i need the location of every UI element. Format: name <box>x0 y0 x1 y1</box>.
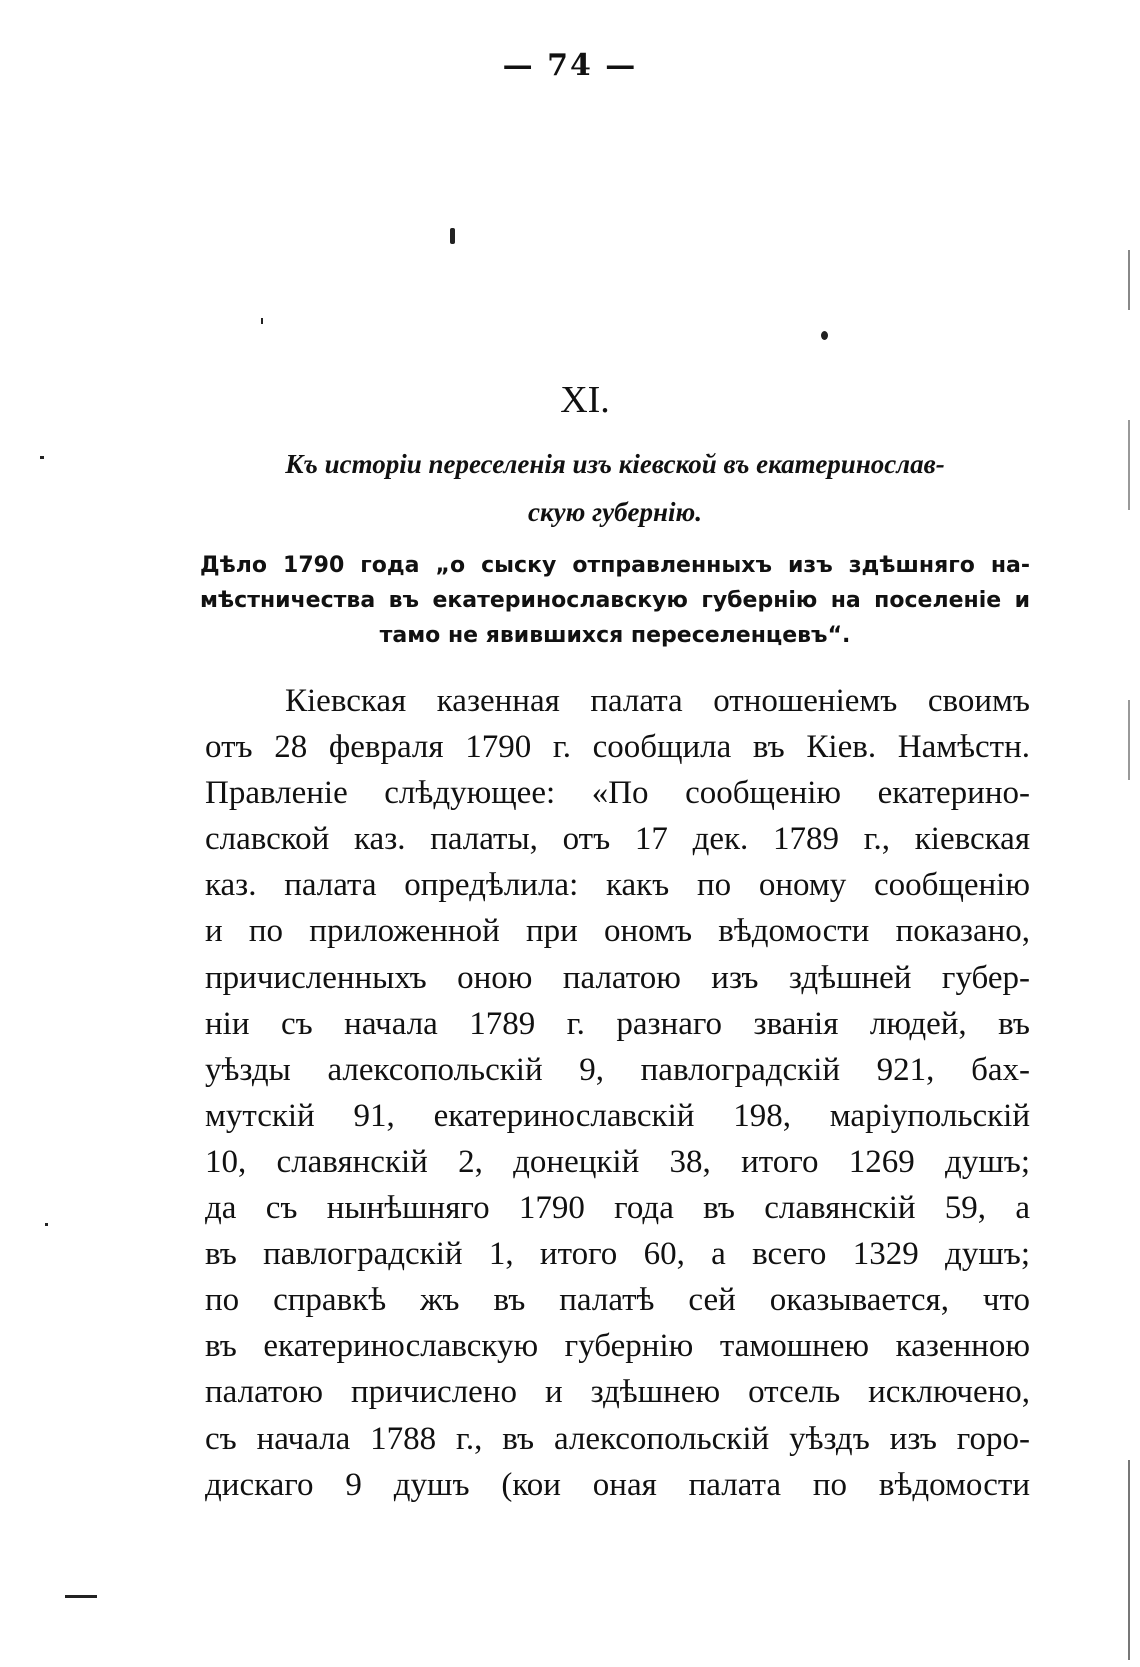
body-line: уѣзды алексопольскій 9, павлоградскій 921, бах- <box>205 1051 1030 1088</box>
body-line: по справкѣ жъ въ палатѣ сей оказывается, что <box>205 1282 1030 1319</box>
section-number: XI. <box>560 379 610 421</box>
chapter-title-line: скую губернію. <box>528 497 702 527</box>
body-line: Правленіе слѣдующее: «По сообщенію екатерино- <box>205 775 1030 812</box>
scan-speck <box>450 228 455 244</box>
chapter-subtitle-line: тамо не явившихся переселенцевъ“. <box>379 623 851 648</box>
chapter-subtitle-line: мѣстничества въ екатеринославскую губернію на поселеніе и <box>200 588 1030 613</box>
margin-line <box>1128 1460 1130 1660</box>
body-line: палатою причислено и здѣшнею отсель исключено, <box>205 1374 1030 1411</box>
margin-line <box>1128 250 1130 310</box>
page-number: — 74 — <box>502 48 638 83</box>
body-paragraph <box>205 678 1030 1508</box>
body-line: въ екатеринославскую губернію тамошнею казенною <box>205 1328 1030 1365</box>
margin-line <box>1128 700 1130 780</box>
chapter-title-line: Къ исторіи переселенія изъ кіевской въ екатеринослав- <box>285 449 945 479</box>
scan-speck <box>261 318 263 324</box>
body-line: дискаго 9 душъ (кои оная палата по вѣдомости <box>205 1466 1030 1503</box>
body-line: ніи съ начала 1789 г. разнаго званія людей, въ <box>205 1005 1030 1042</box>
body-line: въ павлоградскій 1, итого 60, а всего 1329 душъ; <box>205 1236 1030 1273</box>
body-line: отъ 28 февраля 1790 г. сообщила въ Кіев. Намѣстн. <box>205 729 1030 766</box>
body-line: да съ нынѣшняго 1790 года въ славянскій 59, а <box>205 1190 1030 1227</box>
body-line: причисленныхъ оною палатою изъ здѣшней губер- <box>205 959 1030 996</box>
body-line: Кіевская казенная палата отношеніемъ своимъ <box>285 683 1030 719</box>
scan-speck <box>40 456 44 459</box>
chapter-subtitle-line: Дѣло 1790 года „о сыску отправленныхъ изъ здѣшняго на- <box>200 553 1030 578</box>
chapter-subtitle <box>200 548 1030 653</box>
scan-speck <box>45 1223 48 1226</box>
scan-speck <box>821 331 828 340</box>
body-line: мутскій 91, екатеринославскій 198, маріупольскій <box>205 1097 1030 1134</box>
body-line: и по приложенной при ономъ вѣдомости показано, <box>205 913 1030 950</box>
body-line: славской каз. палаты, отъ 17 дек. 1789 г., кіевская <box>205 821 1030 858</box>
body-line: каз. палата опредѣлила: какъ по оному сообщенію <box>205 867 1030 904</box>
chapter-title <box>200 440 1030 536</box>
scan-speck <box>65 1595 97 1598</box>
margin-line <box>1128 420 1130 510</box>
body-line: 10, славянскій 2, донецкій 38, итого 1269 душъ; <box>205 1143 1030 1180</box>
body-line: съ начала 1788 г., въ алексопольскій уѣздъ изъ горо- <box>205 1420 1030 1457</box>
